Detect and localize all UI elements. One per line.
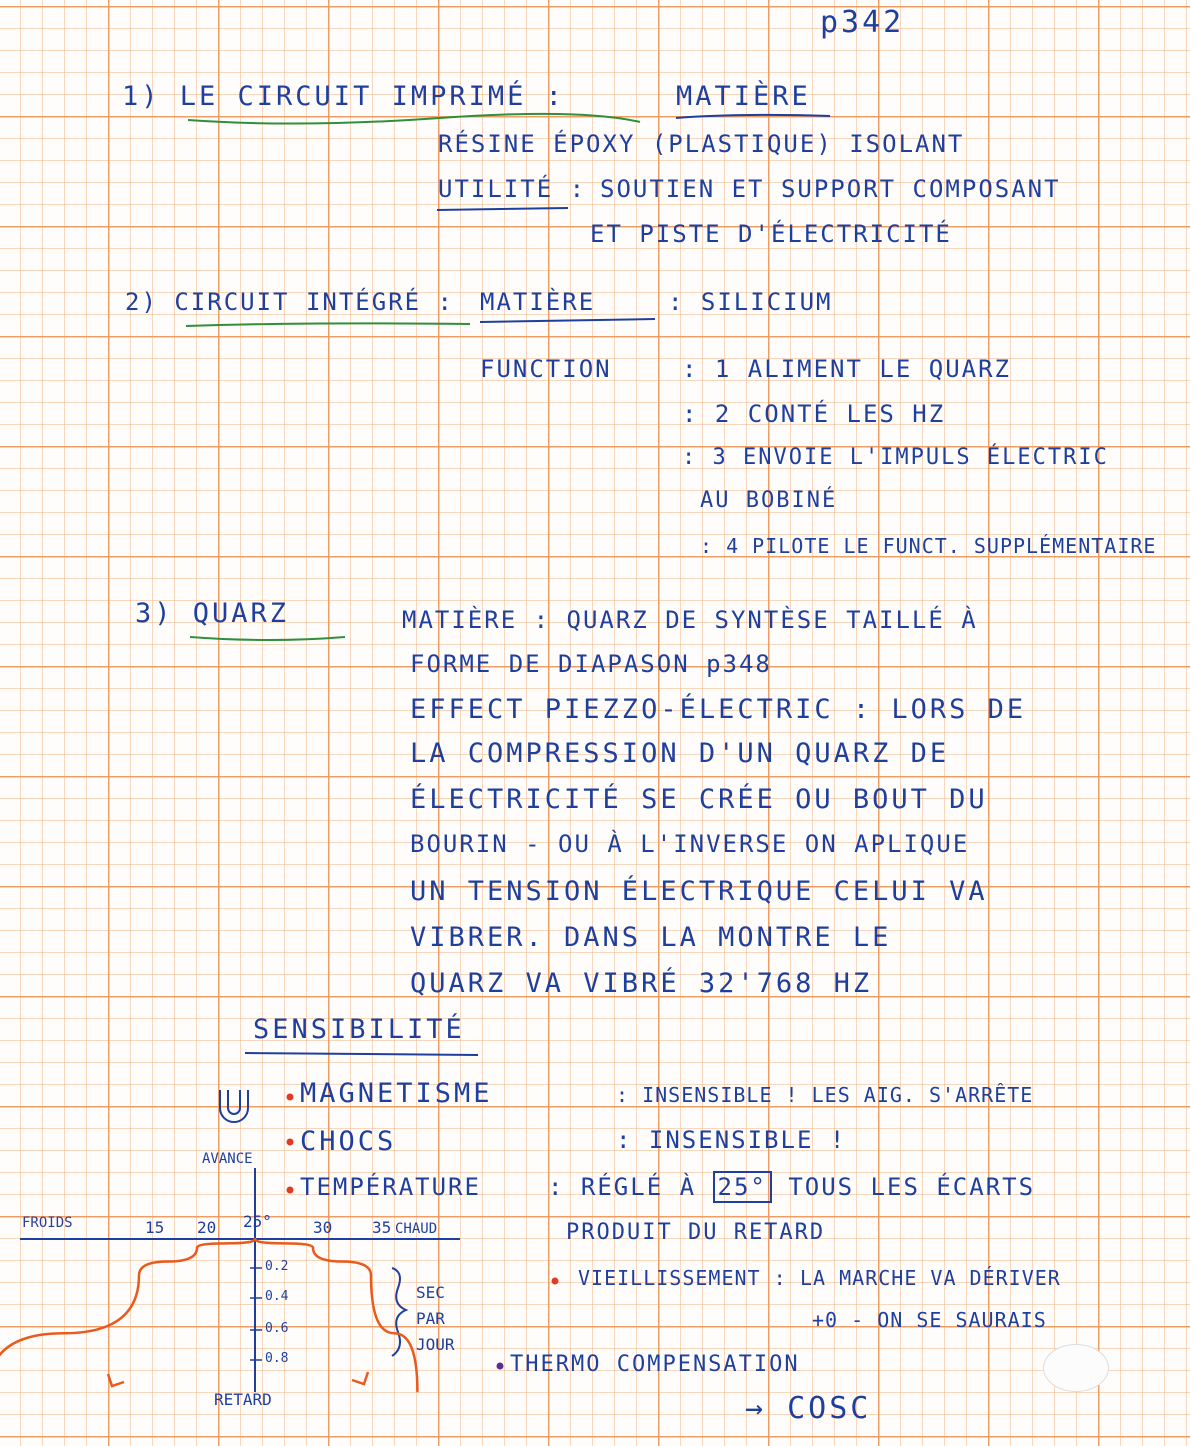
chart-point — [370, 1274, 372, 1276]
chart-points — [0, 1238, 419, 1393]
chart-ytick-0-4: 0.4 — [265, 1289, 289, 1304]
vieillissement-line2: +0 - ON SE SAURAIS — [812, 1308, 1047, 1332]
chart-ylabel-bottom: RETARD — [214, 1390, 272, 1409]
temperature-label: TEMPÉRATURE — [300, 1173, 481, 1201]
section3-line-8: VIBRER. DANS LA MONTRE LE — [410, 922, 892, 953]
section3-line-1: MATIÈRE : QUARZ DE SYNTÈSE TAILLÉ À — [402, 606, 978, 634]
stamp-mark — [1043, 1344, 1109, 1392]
section3-heading: 3) QUARZ — [135, 598, 290, 629]
chart-xtick-15: 15 — [145, 1218, 165, 1237]
temperature-boxed: 25° — [713, 1171, 772, 1203]
chart-arrow-right — [352, 1372, 368, 1384]
section3-line-2: FORME DE DIAPASON p348 — [410, 650, 772, 678]
section2-function-4: : 4 PILOTE LE FUNCT. SUPPLÉMENTAIRE — [700, 534, 1157, 558]
chart-xtick-30: 30 — [313, 1218, 333, 1237]
section1-heading: 1) LE CIRCUIT IMPRIMÉ : — [122, 81, 565, 112]
section3-line-4: LA COMPRESSION D'UN QUARZ DE — [410, 738, 950, 769]
section3-line-5: ÉLECTRICITÉ SE CRÉE OU BOUT DU — [410, 784, 988, 815]
section1-line2: SOUTIEN ET SUPPORT COMPOSANT — [600, 175, 1061, 203]
chart-ytick-0-2: 0.2 — [265, 1259, 289, 1274]
cosc-reference: → COSC — [745, 1391, 872, 1426]
section3-line-7: UN TENSION ÉLECTRIQUE CELUI VA — [410, 876, 988, 907]
section2-function-2: : 2 CONTÉ LES HZ — [682, 400, 946, 428]
section1-utilite-label: UTILITÉ : — [438, 175, 587, 203]
section1-line3: ET PISTE D'ÉLECTRICITÉ — [590, 220, 952, 248]
underline-utilite — [437, 208, 568, 210]
vieillissement-value: LA MARCHE VA DÉRIVER — [800, 1266, 1061, 1290]
section3-line-3: EFFECT PIEZZO-ÉLECTRIC : LORS DE — [410, 694, 1027, 725]
section2-function-3: : 3 ENVOIE L'IMPULS ÉLECTRIC — [682, 445, 1109, 470]
section2-matiere-label: MATIÈRE — [480, 288, 596, 316]
chart-xtick-35: 35 — [372, 1218, 392, 1237]
sensibilite-heading: SENSIBILITÉ — [253, 1014, 465, 1045]
underline-section1-heading — [188, 114, 640, 124]
bullet-magnetisme — [287, 1094, 294, 1101]
bullet-chocs — [287, 1139, 294, 1146]
underline-section3-heading — [190, 637, 345, 640]
underline-section1-matiere — [676, 115, 830, 118]
chart-point — [254, 1238, 256, 1240]
bullet-thermo — [497, 1363, 504, 1370]
chart-point — [416, 1390, 418, 1392]
bracket-label-sec: SEC — [416, 1283, 445, 1302]
chart-bracket — [392, 1268, 406, 1356]
chart-xlabel-left: FROIDS — [22, 1215, 73, 1231]
section3-line-6: BOURIN - OU À L'INVERSE ON APLIQUE — [410, 830, 970, 858]
section2-heading: 2) CIRCUIT INTÉGRÉ : — [125, 288, 454, 316]
chart-ylabel-top: AVANCE — [202, 1151, 253, 1167]
chart-arrow-left — [108, 1374, 124, 1386]
chocs-value: : INSENSIBLE ! — [616, 1126, 847, 1154]
section1-line1: RÉSINE ÉPOXY (PLASTIQUE) ISOLANT — [438, 130, 965, 158]
page-number: p342 — [820, 5, 905, 40]
bullet-temperature — [287, 1187, 294, 1194]
chart-xtick-25: 25° — [243, 1212, 272, 1231]
thermo-compensation: THERMO COMPENSATION — [510, 1352, 800, 1377]
temperature-line2: PRODUIT DU RETARD — [566, 1220, 826, 1245]
chart-point — [196, 1247, 198, 1249]
underline-sensibilite — [245, 1053, 478, 1055]
section2-function-label: FUNCTION — [480, 355, 612, 383]
section2-matiere-value: : SILICIUM — [668, 288, 833, 316]
chocs-label: CHOCS — [300, 1126, 397, 1157]
chart-ytick-0-6: 0.6 — [265, 1321, 289, 1336]
chart-xlabel-right: CHAUD — [395, 1221, 438, 1237]
section1-matiere-label: MATIÈRE — [676, 81, 811, 112]
bracket-label-jour: JOUR — [416, 1335, 455, 1354]
vieillissement-label: VIEILLISSEMENT : — [578, 1266, 787, 1290]
underline-section2-matiere — [480, 319, 655, 322]
underline-section2-heading — [186, 323, 470, 326]
chart-point — [138, 1274, 140, 1276]
temperature-suffix: TOUS LES ÉCARTS — [788, 1173, 1036, 1201]
chart-xtick-20: 20 — [197, 1218, 217, 1237]
chart-point — [312, 1247, 314, 1249]
temperature-value — [548, 1175, 1035, 1199]
chart-series-line — [0, 1239, 417, 1391]
magnetisme-value: : INSENSIBLE ! LES AIG. S'ARRÊTE — [616, 1083, 1034, 1107]
bullet-vieillissement — [552, 1278, 559, 1285]
bracket-label-par: PAR — [416, 1309, 445, 1328]
chart-ytick-0-8: 0.8 — [265, 1351, 289, 1366]
section2-function-1: : 1 ALIMENT LE QUARZ — [682, 355, 1011, 383]
magnet-icon — [220, 1090, 248, 1122]
temperature-prefix: : RÉGLÉ À — [548, 1173, 697, 1201]
magnetisme-label: MAGNETISME — [300, 1078, 493, 1109]
section3-line-9: QUARZ VA VIBRÉ 32'768 HZ — [410, 968, 873, 999]
section2-function-3b: AU BOBINÉ — [700, 488, 838, 513]
